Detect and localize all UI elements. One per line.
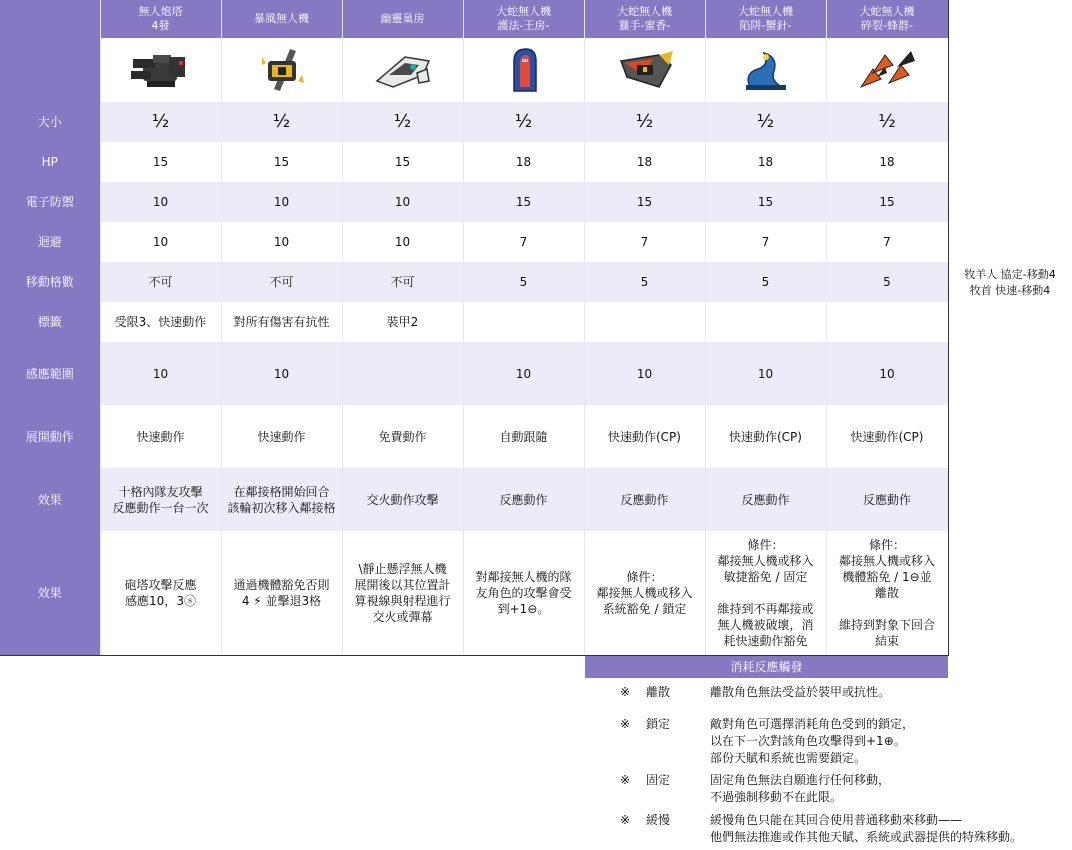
serpent-guardian-icon [463, 38, 584, 102]
cell-hp: 18 [705, 142, 826, 182]
cell-tags [463, 302, 584, 342]
cell-deploy: 快速動作(CP) [705, 405, 826, 468]
condition-term: 固定 [646, 773, 671, 787]
cell-evasion: 10 [342, 222, 463, 262]
cell-effect1: 在鄰接格開始回合 該輪初次移入鄰接格 [221, 468, 342, 531]
cell-sensor: 10 [100, 342, 221, 405]
cell-effect1: 十格內隊友攻擊 反應動作一台一次 [100, 468, 221, 531]
ghost-nest-icon [342, 38, 463, 102]
cell-move: 不可 [342, 262, 463, 302]
cell-size: ½ [826, 102, 948, 142]
cell-edef: 10 [342, 182, 463, 222]
cell-edef: 15 [584, 182, 705, 222]
cell-evasion: 7 [584, 222, 705, 262]
row-label: 移動格數 [0, 262, 100, 302]
cell-move: 不可 [100, 262, 221, 302]
cell-hp: 15 [100, 142, 221, 182]
cell-evasion: 10 [100, 222, 221, 262]
cell-move: 5 [826, 262, 948, 302]
cell-deploy: 自動跟隨 [463, 405, 584, 468]
row-tags [0, 302, 948, 342]
cell-sensor: 10 [826, 342, 948, 405]
cell-effect2: 通過機體豁免否則 4 ⚡ 並擊退3格 [221, 531, 342, 655]
storm-drone-icon [250, 47, 314, 93]
condition-desc: 離散角色無法受益於裝甲或抗性。 [710, 685, 891, 699]
reaction-header: 消耗反應觸發 [585, 656, 948, 678]
cell-move: 不可 [221, 262, 342, 302]
cell-name: 幽靈巢房 [342, 0, 463, 38]
cell-sensor: 10 [705, 342, 826, 405]
cell-edef: 15 [705, 182, 826, 222]
row-name [0, 0, 948, 38]
condition-mark: ※ [620, 773, 631, 787]
cell-effect1: 反應動作 [584, 468, 705, 531]
serpent-guardian-icon [492, 47, 556, 93]
row-label [0, 0, 100, 38]
cell-tags: 裝甲2 [342, 302, 463, 342]
condition-term: 鎖定 [646, 717, 671, 731]
serpent-trap-icon [734, 47, 798, 93]
row-label: 電子防禦 [0, 182, 100, 222]
serpent-trap-icon [705, 38, 826, 102]
cell-evasion: 10 [221, 222, 342, 262]
cell-size: ½ [342, 102, 463, 142]
row-edef [0, 182, 948, 222]
row-evasion [0, 222, 948, 262]
row-hp [0, 142, 948, 182]
turret-icon [129, 47, 193, 93]
condition-term: 緩慢 [646, 813, 671, 827]
cell-deploy: 免費動作 [342, 405, 463, 468]
cell-hp: 18 [826, 142, 948, 182]
row-label: HP [0, 142, 100, 182]
row-label: 效果 [0, 468, 100, 531]
serpent-hunter-icon [613, 47, 677, 93]
cell-sensor: 10 [584, 342, 705, 405]
cell-effect1: 交火動作攻擊 [342, 468, 463, 531]
cell-size: ½ [221, 102, 342, 142]
serpent-swarm-icon [826, 38, 948, 102]
cell-effect2: 對鄰接無人機的隊 友角色的攻擊會受 到+1⊖。 [463, 531, 584, 655]
cell-move: 5 [584, 262, 705, 302]
cell-effect2: \靜止懸浮無人機 展開後以其位置計 算視線與射程進行 交火或彈幕 [342, 531, 463, 655]
serpent-hunter-icon [584, 38, 705, 102]
row-size [0, 102, 948, 142]
row-label: 標籤 [0, 302, 100, 342]
cell-evasion: 7 [826, 222, 948, 262]
row-label: 大小 [0, 102, 100, 142]
cell-tags: 對所有傷害有抗性 [221, 302, 342, 342]
cell-evasion: 7 [463, 222, 584, 262]
serpent-swarm-icon [855, 47, 919, 93]
cell-sensor [342, 342, 463, 405]
cell-evasion: 7 [705, 222, 826, 262]
cell-sensor: 10 [463, 342, 584, 405]
turret-icon [100, 38, 221, 102]
cell-tags [826, 302, 948, 342]
cell-sensor: 10 [221, 342, 342, 405]
cell-move: 5 [705, 262, 826, 302]
row-icon [0, 38, 948, 102]
storm-drone-icon [221, 38, 342, 102]
condition-mark: ※ [620, 685, 631, 699]
cell-size: ½ [463, 102, 584, 142]
cell-deploy: 快速動作 [221, 405, 342, 468]
cell-name: 大蛇無人機 獵手-蜜香- [584, 0, 705, 38]
cell-deploy: 快速動作 [100, 405, 221, 468]
row-effect2 [0, 531, 948, 655]
cell-name: 大蛇無人機 護法-王房- [463, 0, 584, 38]
cell-name: 無人炮塔 4發 [100, 0, 221, 38]
row-move [0, 262, 948, 302]
cell-deploy: 快速動作(CP) [826, 405, 948, 468]
cell-effect2: 條件： 鄰接無人機或移入 系統豁免 / 鎖定 [584, 531, 705, 655]
cell-tags: 受限3、快速動作 [100, 302, 221, 342]
cell-name: 暴風無人機 [221, 0, 342, 38]
row-label: 展開動作 [0, 405, 100, 468]
row-label: 感應範圍 [0, 342, 100, 405]
cell-size: ½ [584, 102, 705, 142]
cell-name: 大蛇無人機 碎裂-蜂群- [826, 0, 948, 38]
row-label: 效果 [0, 531, 100, 655]
cell-effect1: 反應動作 [463, 468, 584, 531]
condition-desc: 緩慢角色只能在其回合使用普通移動來移動—— 他們無法推進或作其他天賦、系統或武器提供的特殊移動。 [710, 813, 1023, 844]
row-sensor [0, 342, 948, 405]
cell-size: ½ [705, 102, 826, 142]
cell-effect2: 條件： 鄰接無人機或移入 機體豁免 / 1⊖並 離散 維持到對象下回合 結束 [826, 531, 948, 655]
cell-edef: 15 [463, 182, 584, 222]
cell-hp: 18 [463, 142, 584, 182]
condition-mark: ※ [620, 717, 631, 731]
row-effect1 [0, 468, 948, 531]
condition-mark: ※ [620, 813, 631, 827]
row-label: 迴避 [0, 222, 100, 262]
cell-effect1: 反應動作 [826, 468, 948, 531]
ghost-nest-icon [371, 47, 435, 93]
side-note [948, 267, 1072, 299]
cell-edef: 15 [826, 182, 948, 222]
side-note-text: 牧羊人 協定-移動4 牧首 快速-移動4 [964, 268, 1056, 297]
cell-effect2: 條件： 鄰接無人機或移入 敏捷豁免 / 固定 維持到不再鄰接或 無人機被破壞，消 耗快速動作豁免 [705, 531, 826, 655]
cell-hp: 18 [584, 142, 705, 182]
condition-desc: 固定角色無法自願進行任何移動， 不過強制移動不在此限。 [710, 773, 891, 804]
cell-edef: 10 [221, 182, 342, 222]
cell-move: 5 [463, 262, 584, 302]
cell-size: ½ [100, 102, 221, 142]
cell-tags [705, 302, 826, 342]
condition-desc: 敵對角色可選擇消耗角色受到的鎖定， 以在下一次對該角色攻擊得到+1⊕。 部份天賦和系統也需要鎖定。 [710, 717, 915, 765]
cell-name: 大蛇無人機 陷阱-蟹針- [705, 0, 826, 38]
condition-term: 離散 [646, 685, 671, 699]
cell-effect2: 砲塔攻擊反應 感應10，3ⓢ [100, 531, 221, 655]
cell-hp: 15 [221, 142, 342, 182]
row-label [0, 38, 100, 102]
cell-edef: 10 [100, 182, 221, 222]
cell-effect1: 反應動作 [705, 468, 826, 531]
cell-hp: 15 [342, 142, 463, 182]
row-deploy [0, 405, 948, 468]
cell-deploy: 快速動作(CP) [584, 405, 705, 468]
cell-tags [584, 302, 705, 342]
